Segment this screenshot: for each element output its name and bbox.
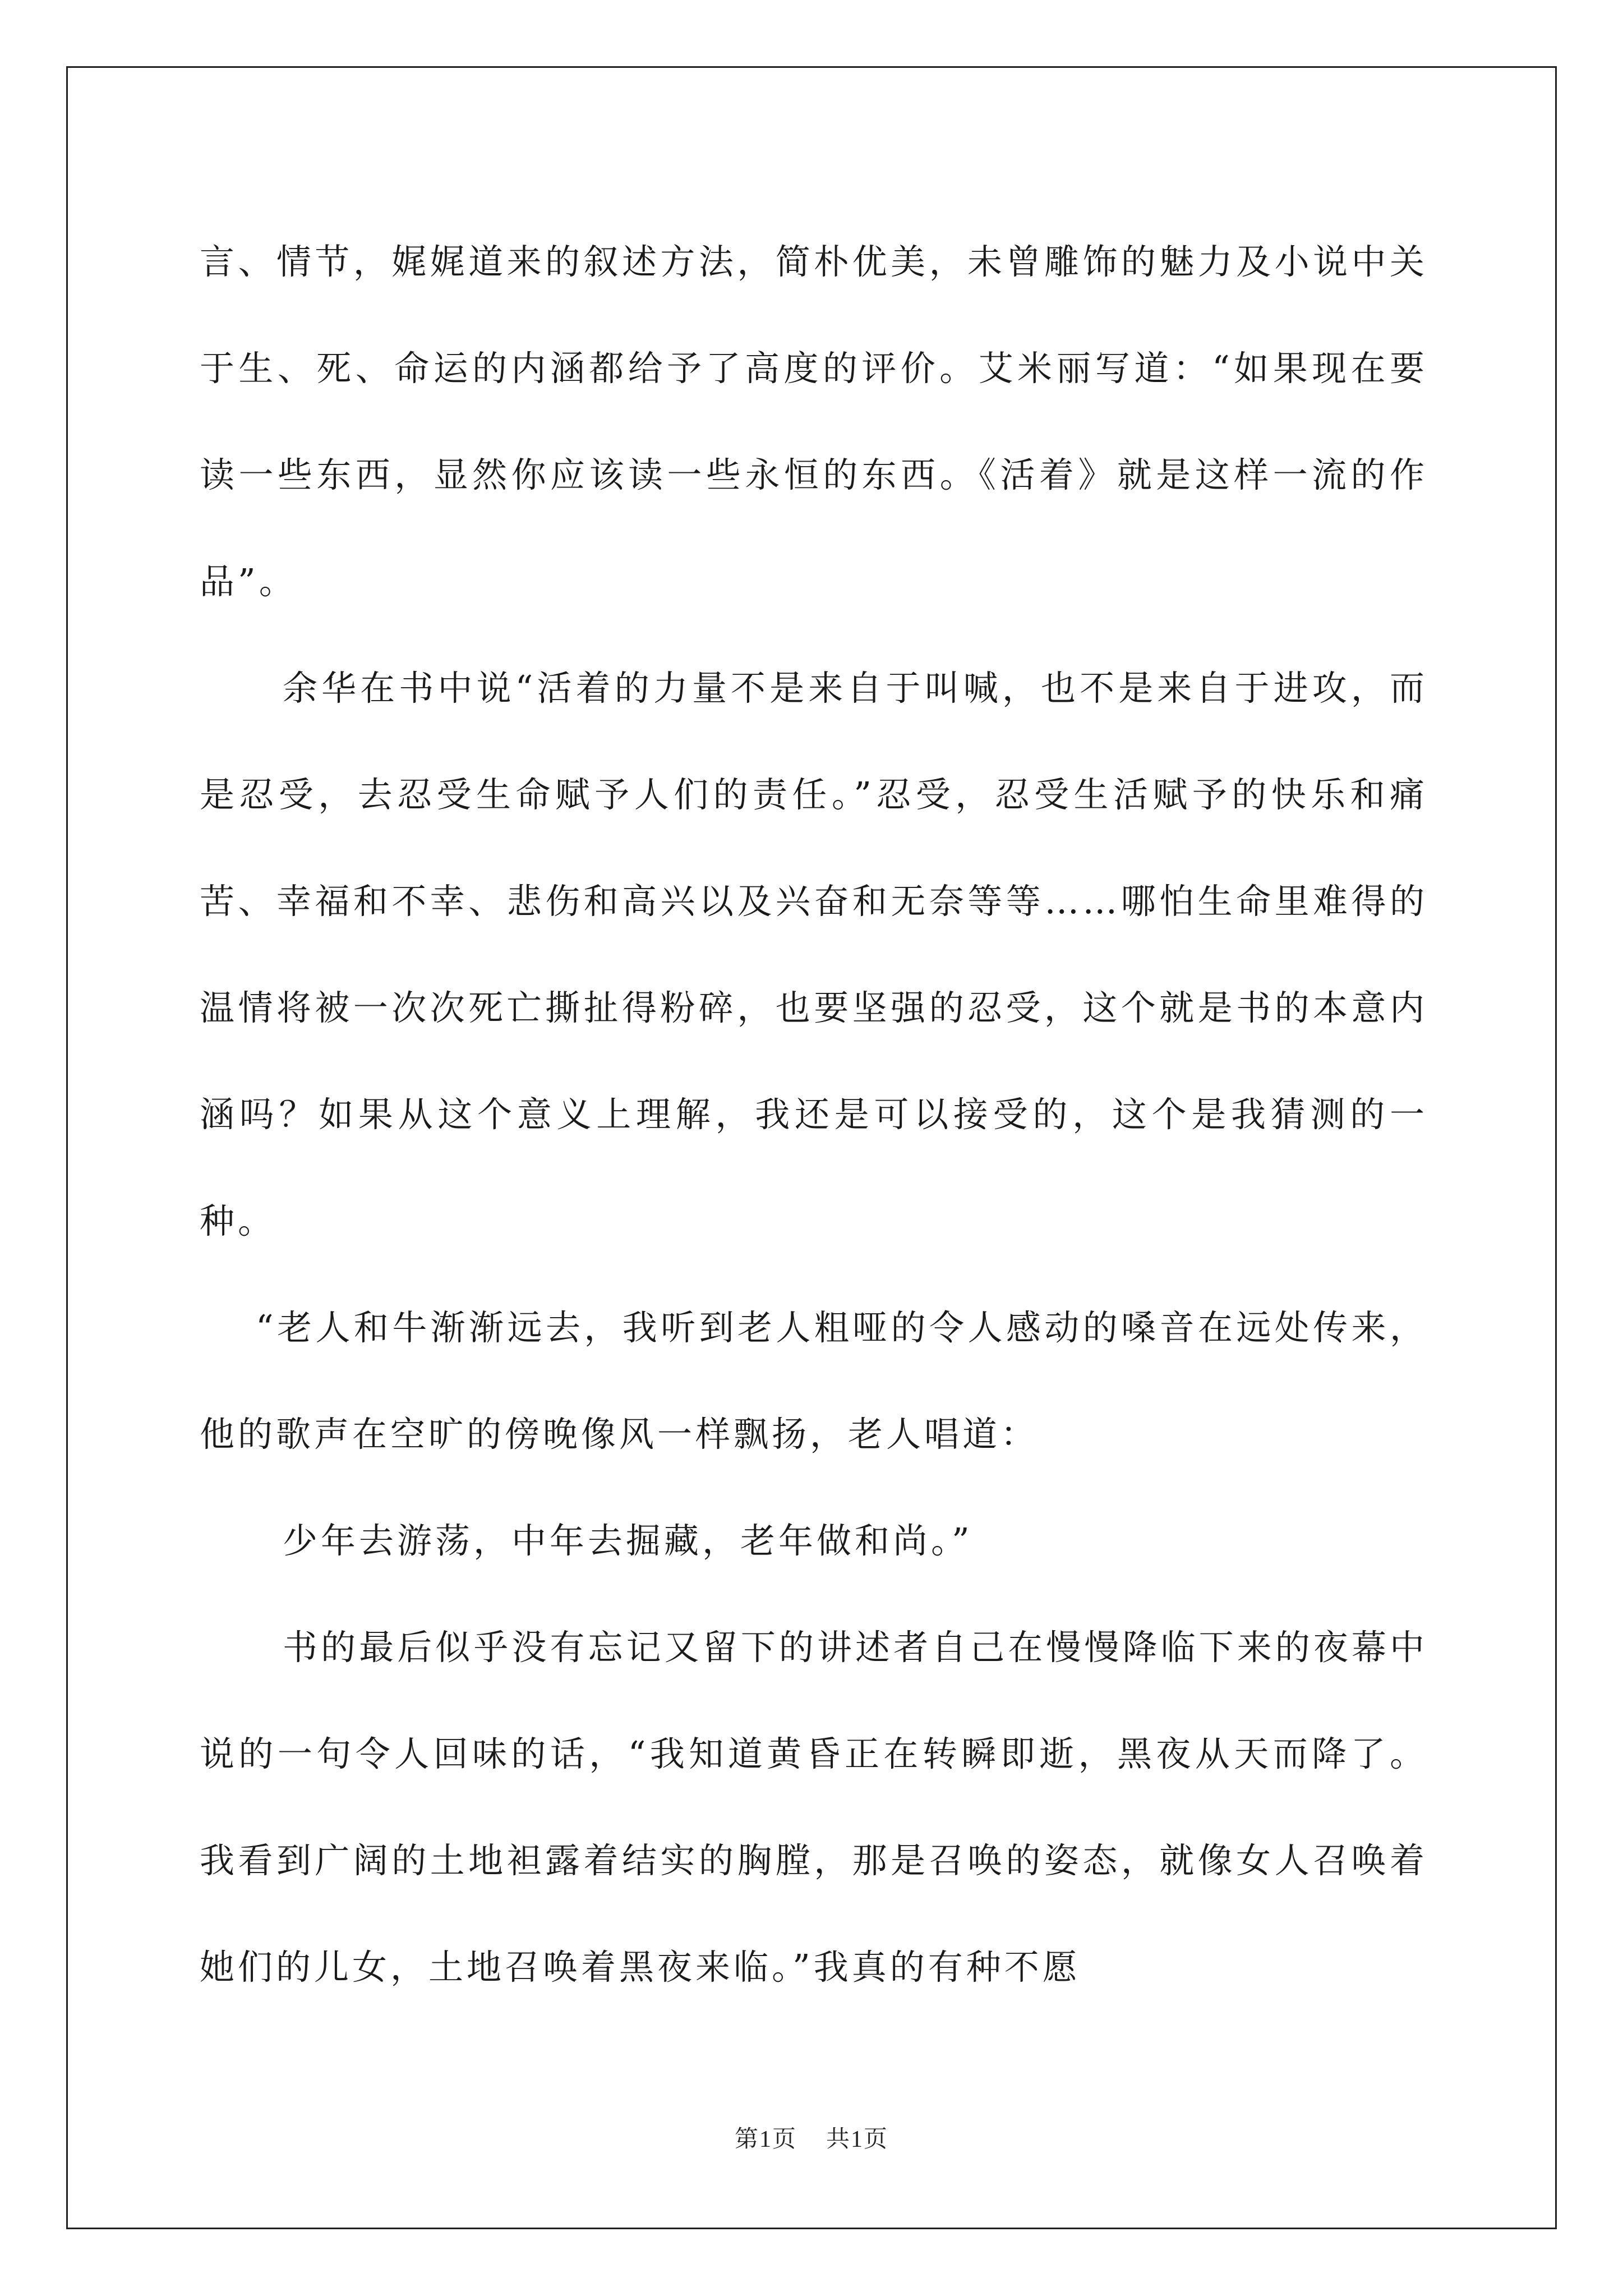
page-total: 共1页 bbox=[826, 2127, 889, 2152]
page-number: 第1页 bbox=[734, 2127, 797, 2152]
paragraph-4: 少年去游荡，中年去掘藏，老年做和尚。” bbox=[283, 1520, 973, 1561]
paragraph-1: 言、情节，娓娓道来的叙述方法，简朴优美，未曾雕饰的魅力及小说中关于生、死、命运的内涵都给予了高度的评价。艾米丽写道：“如果现在要读一些东西，显然你应该读一些永恒的东西。《活着》就是这样一流的作品”。 bbox=[200, 241, 1428, 602]
paragraph-2: 余华在书中说“活着的力量不是来自于叫喊，也不是来自于进攻，而是忍受，去忍受生命赋予人们的责任。”忍受，忍受生活赋予的快乐和痛苦、幸福和不幸、悲伤和高兴以及兴奋和无奈等等……哪怕生命里难得的温情将被一次次死亡撕扯得粉碎，也要坚强的忍受，这个就是书的本意内涵吗？如果从这个意义上理解，我还是可以接受的，这个是我猜测的一种。 bbox=[200, 668, 1428, 1241]
paragraph-5: 书的最后似乎没有忘记又留下的讲述者自己在慢慢降临下来的夜幕中说的一句令人回味的话，“我知道黄昏正在转瞬即逝，黑夜从天而降了。我看到广阔的土地袒露着结实的胸膛，那是召唤的姿态，就像女人召唤着她们的儿女，土地召唤着黑夜来临。”我真的有种不愿 bbox=[200, 1627, 1428, 1987]
page-footer bbox=[0, 2120, 1623, 2154]
document-body bbox=[200, 209, 1428, 2021]
paragraph-3: “老人和牛渐渐远去，我听到老人粗哑的令人感动的嗓音在远处传来，他的歌声在空旷的傍晚像风一样飘扬，老人唱道： bbox=[200, 1307, 1428, 1455]
